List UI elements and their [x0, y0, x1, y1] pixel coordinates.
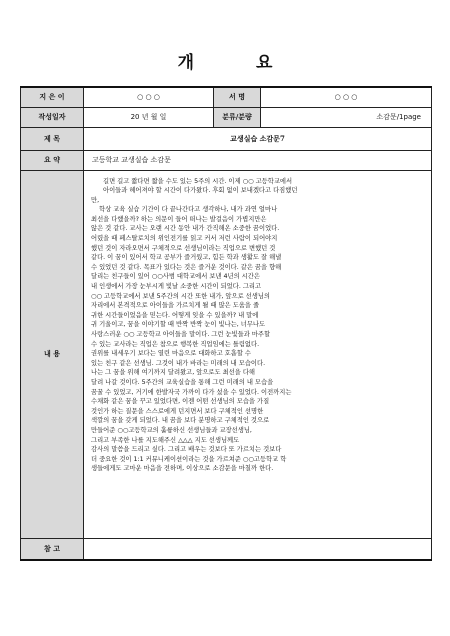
- date-value: 20 년 월 일: [84, 107, 214, 127]
- content-line: 나는 그 꿈을 위해 여기까지 달려왔고, 앞으로도 최선을 다해: [91, 369, 256, 377]
- content-line: 사랑스러운 ○○ 고등학교 아이들을 말이다. 그런 눈빛들과 마주할: [91, 331, 271, 338]
- content-line: 꿈꿀 수 있었고, 거기에 한발자국 가까이 다가 섰을 수 있었다. 이전까지는: [91, 388, 292, 396]
- subject-row: [21, 127, 432, 150]
- title-label: 서 명: [214, 87, 261, 107]
- content-line: 감사의 말씀을 드리고 싶다. 그리고 배우는 것보다 또 가르치는 것보다: [91, 446, 282, 454]
- body-content-cell: [84, 170, 432, 538]
- content-line: 만들어준 ○○고등학교의 훌륭하신 선생님들과 교장선생님,: [91, 426, 252, 434]
- author-label: 지 은 이: [21, 87, 84, 107]
- subject-label: 제 목: [21, 127, 84, 150]
- content-line: 만,: [91, 196, 100, 204]
- content-line: 최선을 다했을까? 하는 의문이 들어 떠나는 발걸음이 가볍지만은: [91, 215, 267, 223]
- content-line: 내 인생에서 가장 눈부시게 빛날 소중한 시간이 되었다. 그리고: [91, 283, 262, 291]
- content-line: 수 있었던 것 같다. 목표가 있다는 것은 즐거운 것이다. 같은 꿈을 향해: [91, 263, 282, 271]
- content-line: 색깔의 꿈을 갖게 되었다. 내 꿈을 보다 분명하고 구체적인 것으로: [91, 417, 270, 425]
- content-line: 길면 길고 짧다면 짧을 수도 있는 5주의 시간. 이제 ○○ 고등학교에서: [103, 177, 293, 185]
- content-line: 같다. 이 꿈이 있어서 학교 공부가 즐거웠고, 힘든 학과 생활도 잘 해낼: [91, 254, 282, 262]
- content-line: 달리는 친구들이 있어 ○○사범 대학교에서 보낸 4년의 시간은: [91, 273, 260, 281]
- author-row: [21, 87, 432, 107]
- note-row: [21, 538, 432, 560]
- category-value: 소감문/1page: [261, 107, 432, 127]
- page-title: 개 요: [177, 53, 301, 73]
- content-line: 자리에서 본격적으로 아이들을 가르치게 될 때 많은 도움을 줄: [91, 302, 260, 310]
- content-line: 아이들과 헤어져야 할 시간이 다가왔다. 후회 없이 보내겠다고 다짐했던: [103, 187, 298, 195]
- content-line: 달려 나갈 것이다. 5주간의 교육실습을 통해 그런 미래의 내 모습을: [91, 378, 274, 386]
- content-line: 어렸을 때 페스탈로치의 위인전기를 읽고 커서 저런 사람이 되어야지: [91, 235, 278, 243]
- note-value: [84, 538, 432, 560]
- date-label: 작성일자: [21, 107, 84, 127]
- summary-value: 고등학교 교생실습 소감문: [84, 150, 432, 170]
- content-line: 그리고 부족한 나를 지도해주신 △△△ 지도 선생님께도: [91, 436, 240, 444]
- content-line: 더 중요한 것이 1:1 커뮤니케이션이라는 것을 가르쳐준 ○○고등학교 학: [91, 455, 287, 463]
- content-line: 것인가 하는 질문을 스스로에게 던지면서 보다 구체적인 선명한: [91, 407, 264, 415]
- content-line: 수 있는 교사라는 직업은 참으로 행복한 직업임에는 틀림없다.: [91, 340, 260, 348]
- subject-value: 교생실습 소감문7: [84, 127, 432, 150]
- content-line: ○○ 고등학교에서 보낸 5주간의 시간 또한 내가, 앞으로 선생님의: [91, 292, 270, 300]
- author-value: ○ ○ ○: [84, 87, 214, 107]
- content-line: 있는 친구 같은 선생님. 그것이 내가 바라는 미래의 내 모습이다.: [91, 359, 266, 367]
- note-label: 참 고: [21, 538, 84, 560]
- summary-row: [21, 150, 432, 170]
- title-value: ○ ○ ○: [261, 87, 432, 107]
- date-row: [21, 107, 432, 127]
- content-line: 했던 것이 자라오면서 구체적으로 선생님이라는 직업으로 변했던 것: [91, 244, 276, 252]
- content-line: 않은 것 같다. 교사는 오랜 시간 동안 내가 간직해온 소중한 꿈이었다.: [91, 225, 280, 233]
- content-line: 권위를 내세우기 보다는 열린 마음으로 대화하고 호흡할 수: [91, 350, 251, 358]
- content-line: 생들에게도 고마운 마음을 전하며, 이상으로 소감문을 마칠까 한다.: [91, 465, 274, 473]
- summary-label: 요 약: [21, 150, 84, 170]
- body-label: 내 용: [21, 170, 84, 538]
- content-line: 학상 교육 실습 기간이 다 끝나간다고 생각하나, 내가 과연 얼마나: [99, 206, 278, 214]
- content-line: 귀 기울이고, 꿈을 이야기할 때 반짝 반짝 눈이 빛나는, 너무나도: [91, 321, 266, 329]
- category-label: 분류/분량: [214, 107, 261, 127]
- content-line: 수채화 같은 꿈을 꾸고 있었다면, 이젠 어떤 선생님의 모습을 가질: [91, 398, 270, 406]
- report-form-table: [20, 86, 432, 561]
- content-line: 귀한 시간들이었음을 믿는다. 어떻게 잊을 수 있을까? 내 말에: [91, 311, 259, 319]
- body-row: [21, 170, 432, 538]
- body-content: [84, 171, 431, 478]
